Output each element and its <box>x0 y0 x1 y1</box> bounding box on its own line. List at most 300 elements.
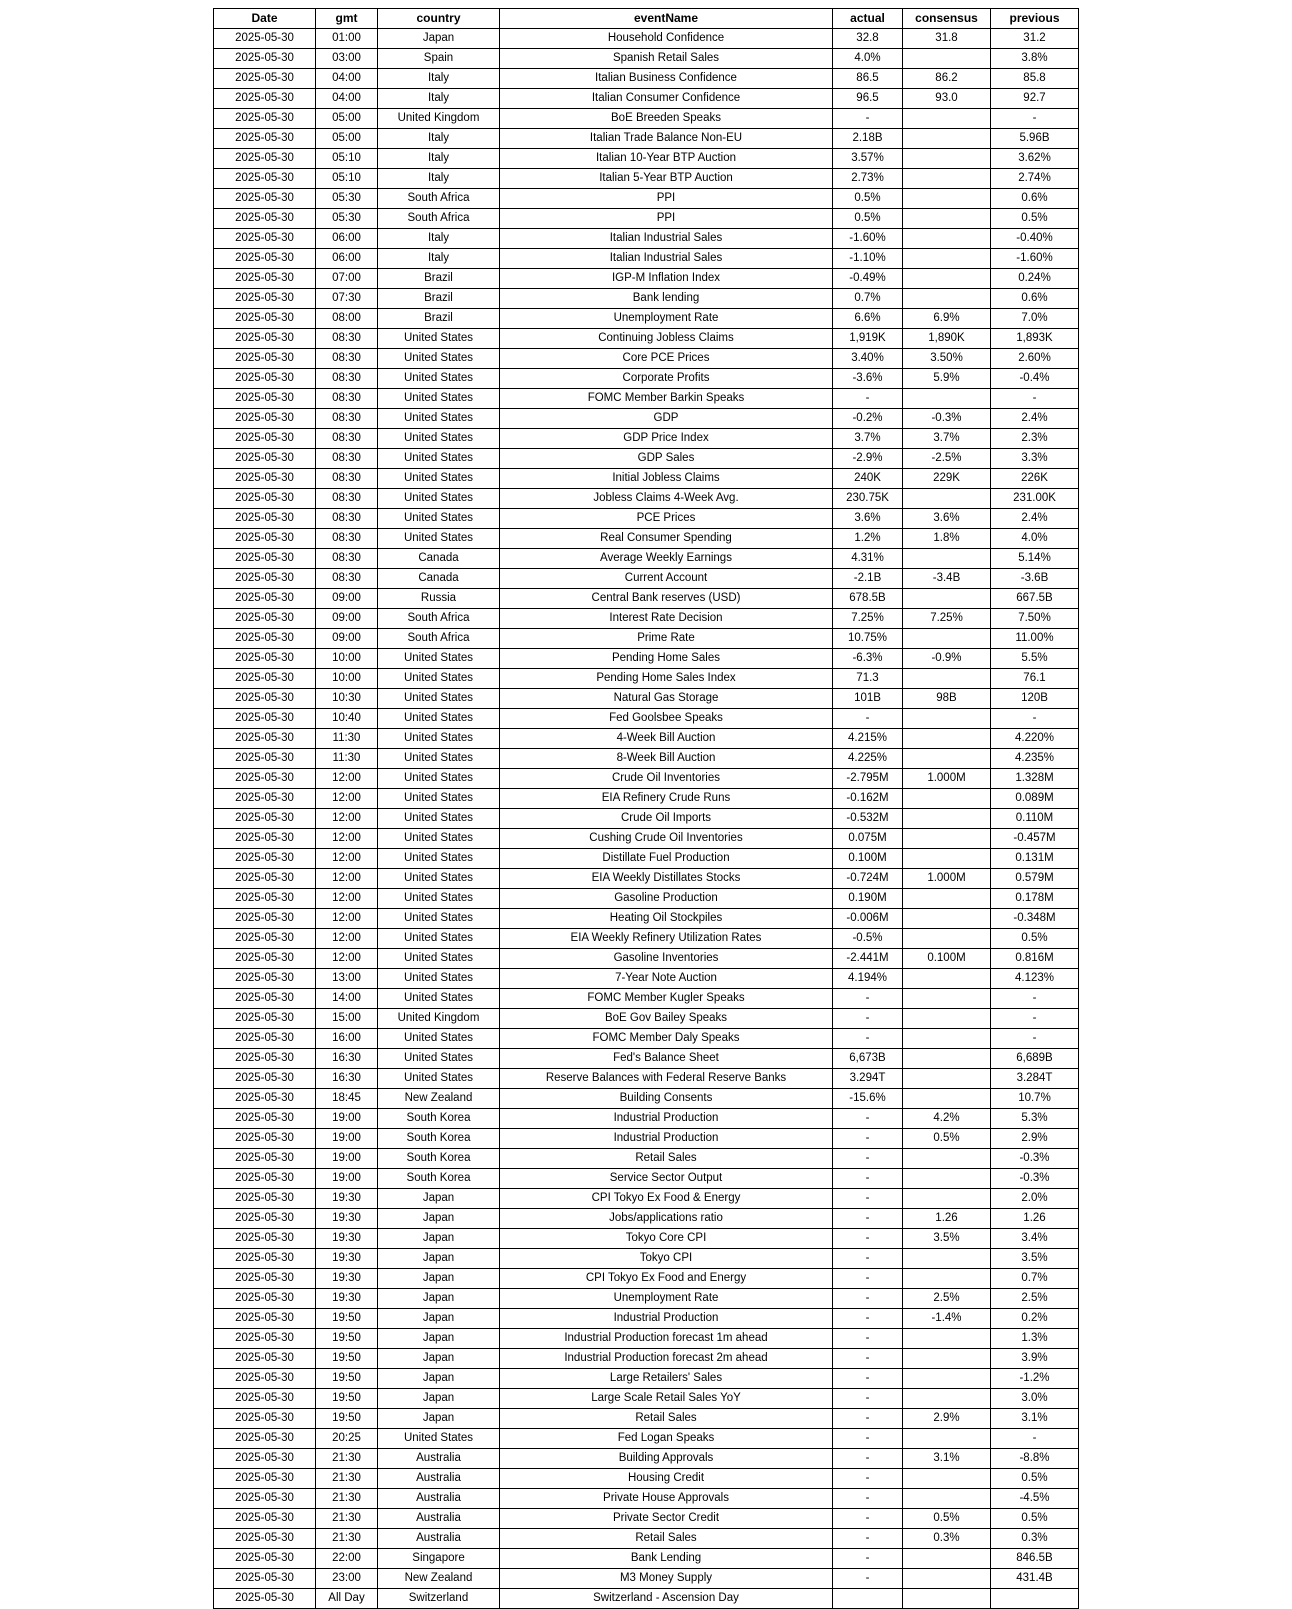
cell-actual: -2.795M <box>833 769 903 789</box>
cell-gmt: 08:30 <box>316 529 378 549</box>
cell-country: Singapore <box>378 1549 500 1569</box>
table-row <box>214 1089 1079 1109</box>
cell-date: 2025-05-30 <box>214 1569 316 1589</box>
cell-eventname: Italian Industrial Sales <box>500 229 833 249</box>
cell-previous: -1.60% <box>991 249 1079 269</box>
cell-date: 2025-05-30 <box>214 1309 316 1329</box>
cell-date: 2025-05-30 <box>214 1269 316 1289</box>
cell-consensus <box>903 1369 991 1389</box>
cell-country: Japan <box>378 1189 500 1209</box>
cell-date: 2025-05-30 <box>214 149 316 169</box>
cell-country: United States <box>378 349 500 369</box>
cell-actual: 3.40% <box>833 349 903 369</box>
cell-actual: - <box>833 1029 903 1049</box>
cell-previous: 0.131M <box>991 849 1079 869</box>
cell-consensus <box>903 389 991 409</box>
table-row <box>214 1009 1079 1029</box>
table-row <box>214 569 1079 589</box>
cell-date: 2025-05-30 <box>214 1489 316 1509</box>
cell-actual: 4.194% <box>833 969 903 989</box>
cell-date: 2025-05-30 <box>214 869 316 889</box>
cell-gmt: 06:00 <box>316 229 378 249</box>
table-row <box>214 1169 1079 1189</box>
cell-actual: 96.5 <box>833 89 903 109</box>
cell-eventname: GDP Sales <box>500 449 833 469</box>
cell-date: 2025-05-30 <box>214 169 316 189</box>
cell-gmt: 21:30 <box>316 1469 378 1489</box>
cell-eventname: Industrial Production forecast 2m ahead <box>500 1349 833 1369</box>
cell-eventname: Retail Sales <box>500 1149 833 1169</box>
cell-previous: 0.5% <box>991 1469 1079 1489</box>
cell-country: Japan <box>378 1329 500 1349</box>
table-row <box>214 1209 1079 1229</box>
cell-previous: 3.0% <box>991 1389 1079 1409</box>
cell-gmt: 21:30 <box>316 1509 378 1529</box>
cell-country: United States <box>378 449 500 469</box>
cell-gmt: 05:10 <box>316 149 378 169</box>
cell-date: 2025-05-30 <box>214 969 316 989</box>
cell-country: United States <box>378 649 500 669</box>
cell-actual: -6.3% <box>833 649 903 669</box>
cell-actual: - <box>833 1549 903 1569</box>
table-row <box>214 1409 1079 1429</box>
cell-eventname: Large Retailers' Sales <box>500 1369 833 1389</box>
cell-previous: - <box>991 709 1079 729</box>
column-header-eventname[interactable]: eventName <box>500 9 833 29</box>
cell-country: United States <box>378 809 500 829</box>
cell-consensus: 5.9% <box>903 369 991 389</box>
cell-consensus <box>903 729 991 749</box>
cell-country: United States <box>378 669 500 689</box>
table-row <box>214 349 1079 369</box>
cell-actual: 3.294T <box>833 1069 903 1089</box>
cell-eventname: Jobs/applications ratio <box>500 1209 833 1229</box>
cell-gmt: 19:30 <box>316 1289 378 1309</box>
cell-country: Japan <box>378 1389 500 1409</box>
table-header <box>214 9 1079 29</box>
cell-eventname: Spanish Retail Sales <box>500 49 833 69</box>
cell-date: 2025-05-30 <box>214 1449 316 1469</box>
cell-consensus <box>903 789 991 809</box>
cell-consensus: 1.000M <box>903 769 991 789</box>
cell-gmt: 16:30 <box>316 1049 378 1069</box>
cell-date: 2025-05-30 <box>214 289 316 309</box>
cell-actual: 4.215% <box>833 729 903 749</box>
cell-date: 2025-05-30 <box>214 549 316 569</box>
cell-consensus <box>903 1189 991 1209</box>
table-row <box>214 1429 1079 1449</box>
cell-date: 2025-05-30 <box>214 1529 316 1549</box>
cell-previous: 3.62% <box>991 149 1079 169</box>
cell-eventname: Gasoline Production <box>500 889 833 909</box>
table-row <box>214 749 1079 769</box>
cell-eventname: PPI <box>500 209 833 229</box>
table-row <box>214 29 1079 49</box>
cell-date: 2025-05-30 <box>214 369 316 389</box>
cell-previous: 3.284T <box>991 1069 1079 1089</box>
table-row <box>214 629 1079 649</box>
cell-eventname: FOMC Member Daly Speaks <box>500 1029 833 1049</box>
cell-previous: 2.4% <box>991 409 1079 429</box>
cell-previous: 0.178M <box>991 889 1079 909</box>
cell-gmt: 08:30 <box>316 449 378 469</box>
cell-actual: 10.75% <box>833 629 903 649</box>
cell-eventname: EIA Weekly Refinery Utilization Rates <box>500 929 833 949</box>
cell-eventname: Natural Gas Storage <box>500 689 833 709</box>
cell-gmt: 12:00 <box>316 789 378 809</box>
column-header-gmt[interactable]: gmt <box>316 9 378 29</box>
cell-consensus: -1.4% <box>903 1309 991 1329</box>
table-row <box>214 529 1079 549</box>
cell-country: United States <box>378 749 500 769</box>
cell-date: 2025-05-30 <box>214 129 316 149</box>
cell-date: 2025-05-30 <box>214 889 316 909</box>
cell-date: 2025-05-30 <box>214 1549 316 1569</box>
cell-previous: -4.5% <box>991 1489 1079 1509</box>
cell-actual: 3.7% <box>833 429 903 449</box>
cell-date: 2025-05-30 <box>214 949 316 969</box>
table-row <box>214 949 1079 969</box>
cell-actual: - <box>833 1329 903 1349</box>
cell-consensus <box>903 209 991 229</box>
cell-date: 2025-05-30 <box>214 1049 316 1069</box>
economic-calendar-table <box>213 8 1079 1609</box>
cell-consensus <box>903 629 991 649</box>
cell-consensus: 1.8% <box>903 529 991 549</box>
cell-date: 2025-05-30 <box>214 1229 316 1249</box>
table-row <box>214 1469 1079 1489</box>
cell-consensus: 229K <box>903 469 991 489</box>
cell-country: United States <box>378 949 500 969</box>
cell-country: United States <box>378 789 500 809</box>
cell-actual: 4.31% <box>833 549 903 569</box>
cell-consensus <box>903 129 991 149</box>
cell-consensus <box>903 1069 991 1089</box>
table-row <box>214 1549 1079 1569</box>
cell-date: 2025-05-30 <box>214 629 316 649</box>
cell-gmt: 10:30 <box>316 689 378 709</box>
cell-gmt: 19:30 <box>316 1189 378 1209</box>
cell-country: United States <box>378 729 500 749</box>
cell-country: Japan <box>378 1229 500 1249</box>
cell-consensus: -0.3% <box>903 409 991 429</box>
cell-consensus <box>903 749 991 769</box>
cell-date: 2025-05-30 <box>214 449 316 469</box>
cell-actual: - <box>833 1469 903 1489</box>
cell-eventname: Real Consumer Spending <box>500 529 833 549</box>
cell-country: Australia <box>378 1469 500 1489</box>
cell-consensus: 3.1% <box>903 1449 991 1469</box>
cell-actual: 240K <box>833 469 903 489</box>
cell-country: United States <box>378 489 500 509</box>
cell-consensus <box>903 1349 991 1369</box>
column-header-date[interactable]: Date <box>214 9 316 29</box>
cell-actual: - <box>833 989 903 1009</box>
cell-previous: 3.1% <box>991 1409 1079 1429</box>
cell-previous: 0.24% <box>991 269 1079 289</box>
cell-country: Japan <box>378 1309 500 1329</box>
cell-gmt: 12:00 <box>316 829 378 849</box>
cell-country: Italy <box>378 129 500 149</box>
cell-actual: 2.73% <box>833 169 903 189</box>
cell-gmt: 19:00 <box>316 1149 378 1169</box>
cell-eventname: FOMC Member Barkin Speaks <box>500 389 833 409</box>
cell-consensus <box>903 809 991 829</box>
cell-actual: -15.6% <box>833 1089 903 1109</box>
cell-eventname: EIA Refinery Crude Runs <box>500 789 833 809</box>
cell-gmt: 19:30 <box>316 1209 378 1229</box>
cell-consensus: 0.100M <box>903 949 991 969</box>
cell-gmt: 11:30 <box>316 749 378 769</box>
cell-actual: -2.1B <box>833 569 903 589</box>
cell-consensus <box>903 709 991 729</box>
cell-actual: -2.9% <box>833 449 903 469</box>
cell-country: United States <box>378 689 500 709</box>
cell-actual: -1.60% <box>833 229 903 249</box>
cell-country: South Africa <box>378 189 500 209</box>
cell-date: 2025-05-30 <box>214 609 316 629</box>
cell-previous: 5.3% <box>991 1109 1079 1129</box>
cell-previous: 846.5B <box>991 1549 1079 1569</box>
column-header-country[interactable]: country <box>378 9 500 29</box>
cell-actual: 6.6% <box>833 309 903 329</box>
cell-eventname: Retail Sales <box>500 1529 833 1549</box>
table-row <box>214 1029 1079 1049</box>
cell-country: New Zealand <box>378 1569 500 1589</box>
cell-previous: 5.14% <box>991 549 1079 569</box>
table-row <box>214 869 1079 889</box>
cell-previous: 226K <box>991 469 1079 489</box>
cell-gmt: 13:00 <box>316 969 378 989</box>
cell-actual <box>833 1589 903 1609</box>
cell-country: Italy <box>378 149 500 169</box>
cell-country: South Korea <box>378 1129 500 1149</box>
cell-gmt: 05:10 <box>316 169 378 189</box>
cell-previous: 0.579M <box>991 869 1079 889</box>
cell-country: Japan <box>378 1409 500 1429</box>
cell-actual: -0.532M <box>833 809 903 829</box>
cell-date: 2025-05-30 <box>214 429 316 449</box>
cell-previous: 3.9% <box>991 1349 1079 1369</box>
cell-eventname: GDP <box>500 409 833 429</box>
cell-actual: 0.5% <box>833 209 903 229</box>
cell-previous: - <box>991 389 1079 409</box>
cell-eventname: Pending Home Sales <box>500 649 833 669</box>
cell-consensus <box>903 1009 991 1029</box>
cell-actual: - <box>833 1489 903 1509</box>
table-row <box>214 709 1079 729</box>
table-row <box>214 289 1079 309</box>
cell-eventname: Reserve Balances with Federal Reserve Banks <box>500 1069 833 1089</box>
column-header-consensus[interactable]: consensus <box>903 9 991 29</box>
cell-eventname: Italian Business Confidence <box>500 69 833 89</box>
table-row <box>214 149 1079 169</box>
cell-actual: - <box>833 1269 903 1289</box>
table-row <box>214 789 1079 809</box>
cell-eventname: Industrial Production <box>500 1129 833 1149</box>
cell-consensus: 3.6% <box>903 509 991 529</box>
table-row <box>214 69 1079 89</box>
cell-consensus <box>903 969 991 989</box>
cell-previous: 3.4% <box>991 1229 1079 1249</box>
cell-date: 2025-05-30 <box>214 1109 316 1129</box>
cell-consensus: 2.5% <box>903 1289 991 1309</box>
cell-actual: 2.18B <box>833 129 903 149</box>
table-row <box>214 849 1079 869</box>
column-header-actual[interactable]: actual <box>833 9 903 29</box>
cell-consensus <box>903 929 991 949</box>
cell-previous: 31.2 <box>991 29 1079 49</box>
cell-consensus: 0.3% <box>903 1529 991 1549</box>
cell-consensus <box>903 49 991 69</box>
cell-previous: -8.8% <box>991 1449 1079 1469</box>
cell-eventname: Initial Jobless Claims <box>500 469 833 489</box>
column-header-previous[interactable]: previous <box>991 9 1079 29</box>
table-row <box>214 1449 1079 1469</box>
table-row <box>214 729 1079 749</box>
cell-country: New Zealand <box>378 1089 500 1109</box>
cell-gmt: All Day <box>316 1589 378 1609</box>
cell-gmt: 05:00 <box>316 129 378 149</box>
cell-country: United States <box>378 1049 500 1069</box>
cell-country: Italy <box>378 69 500 89</box>
cell-country: United States <box>378 529 500 549</box>
cell-eventname: Corporate Profits <box>500 369 833 389</box>
cell-eventname: Unemployment Rate <box>500 309 833 329</box>
cell-country: United Kingdom <box>378 1009 500 1029</box>
cell-eventname: Continuing Jobless Claims <box>500 329 833 349</box>
cell-date: 2025-05-30 <box>214 229 316 249</box>
cell-gmt: 01:00 <box>316 29 378 49</box>
cell-gmt: 12:00 <box>316 869 378 889</box>
table-row <box>214 509 1079 529</box>
cell-gmt: 19:00 <box>316 1169 378 1189</box>
cell-date: 2025-05-30 <box>214 1009 316 1029</box>
cell-date: 2025-05-30 <box>214 469 316 489</box>
cell-previous: 4.0% <box>991 529 1079 549</box>
cell-eventname: Average Weekly Earnings <box>500 549 833 569</box>
cell-gmt: 05:30 <box>316 209 378 229</box>
cell-gmt: 10:00 <box>316 649 378 669</box>
cell-country: United States <box>378 409 500 429</box>
cell-date: 2025-05-30 <box>214 1289 316 1309</box>
cell-date: 2025-05-30 <box>214 1209 316 1229</box>
cell-consensus: 98B <box>903 689 991 709</box>
cell-country: United Kingdom <box>378 109 500 129</box>
cell-gmt: 22:00 <box>316 1549 378 1569</box>
cell-country: South Korea <box>378 1149 500 1169</box>
cell-country: United States <box>378 889 500 909</box>
cell-previous: 0.6% <box>991 289 1079 309</box>
cell-gmt: 16:00 <box>316 1029 378 1049</box>
cell-previous: 2.4% <box>991 509 1079 529</box>
cell-previous: 11.00% <box>991 629 1079 649</box>
cell-country: United States <box>378 1429 500 1449</box>
cell-previous: -0.40% <box>991 229 1079 249</box>
cell-date: 2025-05-30 <box>214 1509 316 1529</box>
cell-eventname: Italian 5-Year BTP Auction <box>500 169 833 189</box>
cell-consensus <box>903 549 991 569</box>
cell-consensus <box>903 989 991 1009</box>
cell-date: 2025-05-30 <box>214 1469 316 1489</box>
cell-gmt: 18:45 <box>316 1089 378 1109</box>
cell-country: Japan <box>378 1269 500 1289</box>
cell-gmt: 08:30 <box>316 469 378 489</box>
cell-previous: -1.2% <box>991 1369 1079 1389</box>
cell-country: Japan <box>378 1289 500 1309</box>
cell-gmt: 09:00 <box>316 629 378 649</box>
cell-date: 2025-05-30 <box>214 849 316 869</box>
cell-consensus: 7.25% <box>903 609 991 629</box>
cell-date: 2025-05-30 <box>214 29 316 49</box>
cell-gmt: 12:00 <box>316 849 378 869</box>
cell-consensus <box>903 889 991 909</box>
cell-date: 2025-05-30 <box>214 729 316 749</box>
cell-consensus <box>903 1469 991 1489</box>
cell-consensus <box>903 669 991 689</box>
cell-actual: 4.0% <box>833 49 903 69</box>
cell-previous: 7.0% <box>991 309 1079 329</box>
cell-date: 2025-05-30 <box>214 309 316 329</box>
cell-consensus: -3.4B <box>903 569 991 589</box>
cell-actual: 0.100M <box>833 849 903 869</box>
cell-gmt: 19:00 <box>316 1109 378 1129</box>
cell-actual: - <box>833 1389 903 1409</box>
table-row <box>214 89 1079 109</box>
cell-country: United States <box>378 829 500 849</box>
cell-previous: -0.348M <box>991 909 1079 929</box>
table-row <box>214 1069 1079 1089</box>
cell-consensus <box>903 1269 991 1289</box>
cell-date: 2025-05-30 <box>214 1249 316 1269</box>
cell-eventname: Private House Approvals <box>500 1489 833 1509</box>
cell-consensus: 0.5% <box>903 1129 991 1149</box>
cell-gmt: 19:50 <box>316 1389 378 1409</box>
cell-date: 2025-05-30 <box>214 1129 316 1149</box>
cell-eventname: Italian Industrial Sales <box>500 249 833 269</box>
cell-previous: 92.7 <box>991 89 1079 109</box>
cell-gmt: 10:00 <box>316 669 378 689</box>
cell-consensus <box>903 1029 991 1049</box>
cell-actual: - <box>833 1509 903 1529</box>
cell-actual: - <box>833 1009 903 1029</box>
cell-actual: -0.49% <box>833 269 903 289</box>
cell-country: Italy <box>378 89 500 109</box>
table-row <box>214 409 1079 429</box>
cell-previous: 0.6% <box>991 189 1079 209</box>
cell-previous: - <box>991 989 1079 1009</box>
cell-gmt: 19:30 <box>316 1229 378 1249</box>
cell-actual: 0.7% <box>833 289 903 309</box>
cell-eventname: Household Confidence <box>500 29 833 49</box>
cell-actual: - <box>833 1349 903 1369</box>
cell-eventname: Central Bank reserves (USD) <box>500 589 833 609</box>
cell-previous: 85.8 <box>991 69 1079 89</box>
cell-actual: - <box>833 1289 903 1309</box>
cell-consensus: 4.2% <box>903 1109 991 1129</box>
cell-actual: 4.225% <box>833 749 903 769</box>
cell-consensus <box>903 149 991 169</box>
cell-consensus: 1.000M <box>903 869 991 889</box>
table-row <box>214 1589 1079 1609</box>
table-row <box>214 109 1079 129</box>
cell-actual: -0.162M <box>833 789 903 809</box>
cell-previous: 7.50% <box>991 609 1079 629</box>
cell-previous: 120B <box>991 689 1079 709</box>
cell-eventname: Italian Consumer Confidence <box>500 89 833 109</box>
cell-date: 2025-05-30 <box>214 1029 316 1049</box>
cell-consensus: 93.0 <box>903 89 991 109</box>
